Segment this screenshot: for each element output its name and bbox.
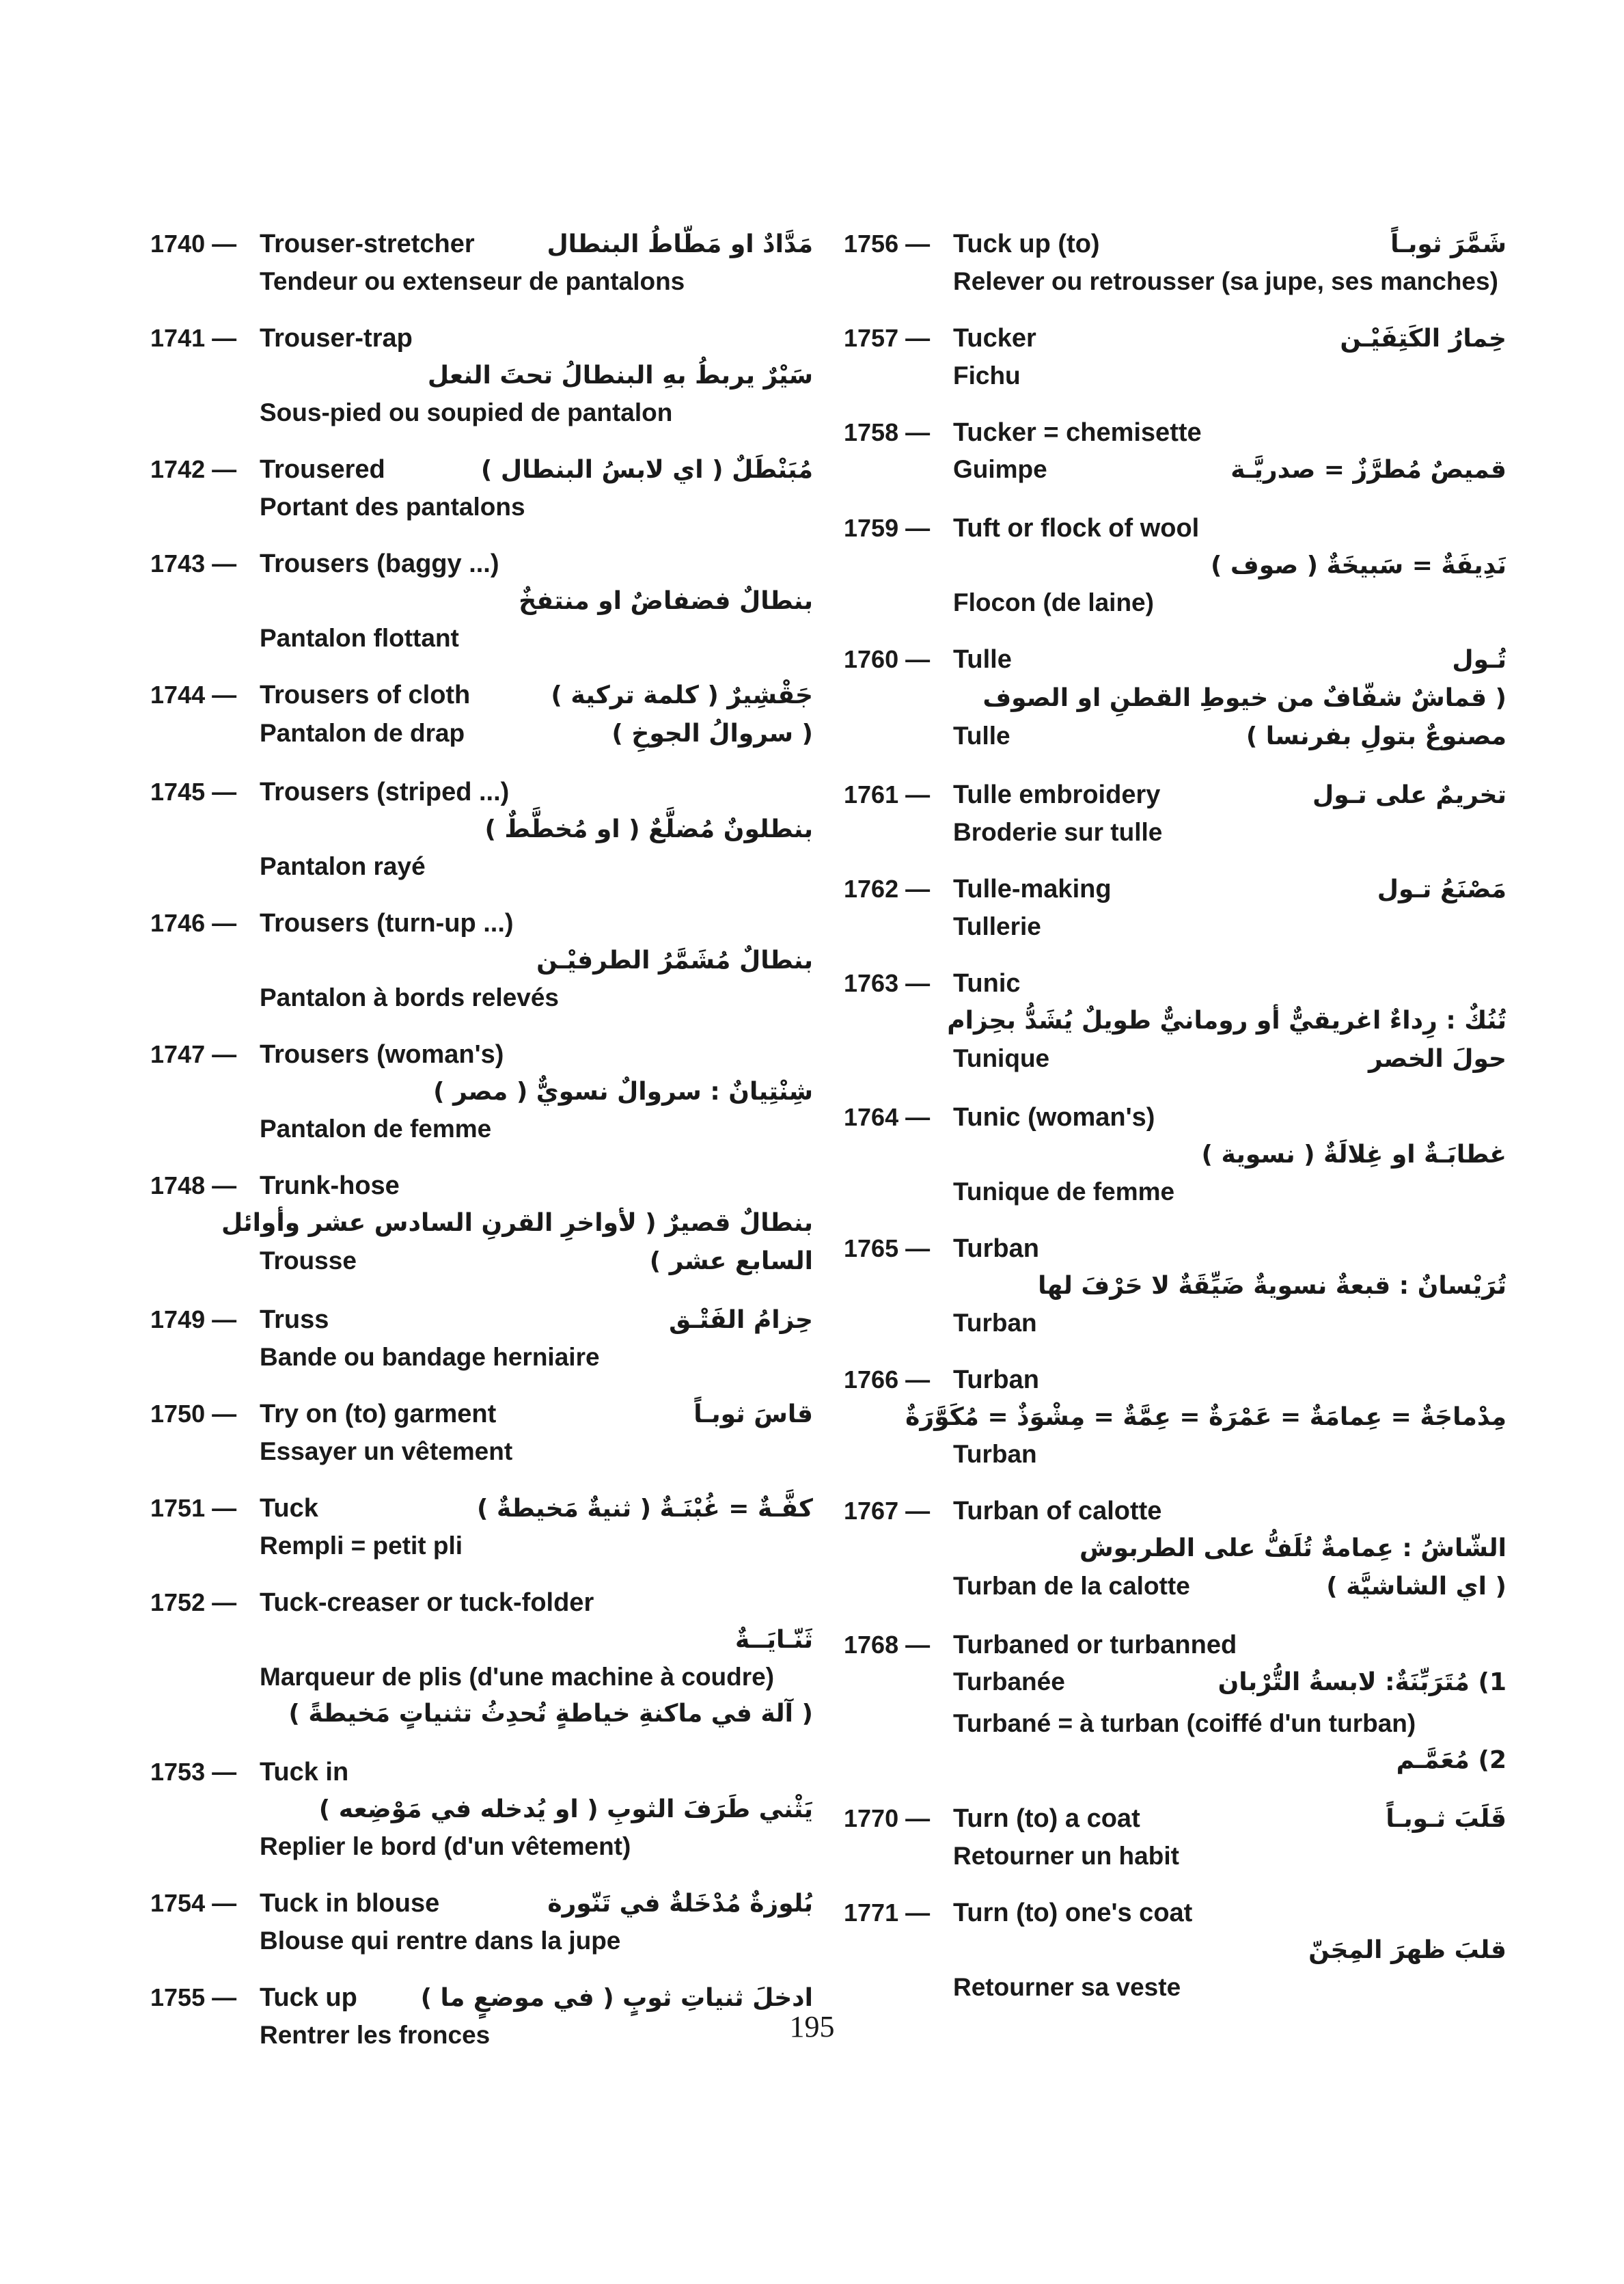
entry-1764 [844,1099,1506,1210]
french-term: Turban [953,1440,1037,1468]
english-term: Turbaned or turbanned [953,1631,1237,1659]
entry-number: 1745 — [150,778,237,806]
entry-1751 [150,1490,813,1564]
entry-number: 1740 — [150,230,237,258]
english-term: Trousers of cloth [260,681,471,709]
arabic-term: مَدَّادٌ او مَطّاطُ البنطال [547,230,813,258]
entry-1750 [150,1396,813,1469]
arabic-term: بنطالٌ فضفاضٌ او منتفخٌ [519,587,813,615]
entry-1753 [150,1754,813,1864]
entry-number: 1756 — [844,230,931,258]
french-term: Portant des pantalons [260,493,525,521]
english-term: Trouser-stretcher [260,230,475,258]
entry-1757 [844,320,1506,394]
french-term: Pantalon de femme [260,1115,492,1143]
arabic-term: حِزامُ الفَتْـق [669,1306,813,1334]
english-term: Trunk-hose [260,1171,400,1200]
english-term: Tuck [260,1494,318,1523]
french-term: Fichu [953,362,1021,390]
left-column [150,226,813,2074]
arabic-term: تُرَيْسانٌ : قبعةٌ نسويةٌ ضَيِّقَةٌ لا حَرْفَ لها [1038,1272,1506,1300]
arabic-term: بنطالٌ قصيرٌ ( لأواخرِ القرنِ السادس عشر وأوائل [221,1209,813,1237]
arabic-gloss: حولَ الخصر [1368,1045,1506,1073]
arabic-term: يَثْني طَرَفَ الثوبِ ( او يُدخله في مَوْضِعه ) [318,1795,813,1823]
entry-1747 [150,1036,813,1147]
arabic-term-2: 2) مُعَمَّـم [1396,1746,1506,1774]
entry-1768 [844,1627,1506,1780]
entry-number: 1757 — [844,324,931,352]
arabic-term: خِمارُ الكَتِفَيْـن [1340,325,1506,353]
french-term: Relever ou retrousser (sa jupe, ses manches) [953,267,1498,295]
french-term: Tunique [953,1044,1050,1072]
english-term: Tuck up [260,1983,357,2012]
entry-number: 1771 — [844,1899,931,1927]
entry-1766 [844,1361,1506,1472]
arabic-term: شَمَّرَ ثوبـاً [1390,230,1506,258]
french-term: Guimpe [953,455,1047,483]
english-term: Tuck up (to) [953,230,1100,258]
english-term: Turn (to) a coat [953,1804,1140,1833]
entry-number: 1741 — [150,324,237,352]
english-term: Tucker = chemisette [953,418,1202,447]
entry-number: 1753 — [150,1758,237,1786]
french-term-1: Turbanée [953,1668,1065,1696]
french-term: Tulle [953,722,1010,750]
english-term: Tuck in [260,1758,349,1786]
french-term: Flocon (de laine) [953,588,1154,616]
arabic-term: ثَنّـايَــةٌ [735,1626,813,1654]
french-term: Sous-pied ou soupied de pantalon [260,398,673,426]
entry-number: 1744 — [150,681,237,709]
arabic-term: شِنْتِيانٌ : سروالٌ نسويٌّ ( مصر ) [433,1078,813,1106]
entry-number: 1766 — [844,1365,931,1393]
entry-1749 [150,1301,813,1375]
english-term: Tulle embroidery [953,780,1161,809]
entry-number: 1749 — [150,1305,237,1333]
arabic-term: نَدِيفَةٌ = سَبيخَةٌ ( صوف ) [1210,552,1506,580]
english-term: Trouser-trap [260,324,413,353]
entry-number: 1762 — [844,875,931,903]
french-term: Retourner un habit [953,1842,1179,1870]
entry-number: 1755 — [150,1983,237,2011]
page-number: 195 [789,2010,835,2043]
english-term: Tulle [953,645,1012,674]
arabic-gloss: ( قماشٌ شفّافٌ من خيوطِ القطنِ او الصوف [982,684,1506,712]
french-term: Tullerie [953,912,1041,940]
french-term: Trousse [260,1247,357,1275]
french-term: Broderie sur tulle [953,818,1163,846]
entry-1760 [844,641,1506,756]
arabic-term: بنطلونٌ مُضلَّعٌ ( او مُخطَّطٌ ) [484,815,813,843]
entry-number: 1768 — [844,1631,931,1659]
arabic-term: قاسَ ثوبـاً [693,1400,813,1428]
entry-number: 1767 — [844,1497,931,1525]
french-term: Pantalon de drap [260,719,465,747]
english-term: Tuck-creaser or tuck-folder [260,1588,594,1617]
entry-1754 [150,1885,813,1959]
arabic-term: كفَّـةٌ = غُبْنَـةٌ ( ثنيةٌ مَخيطةٌ ) [477,1495,813,1523]
entry-1756 [844,226,1506,299]
arabic-term: الشّاشُ : عِمامةٌ تُلَفُّ على الطربوش [1079,1534,1506,1562]
english-term: Tuft or flock of wool [953,514,1200,543]
entry-number: 1746 — [150,909,237,937]
entry-number: 1742 — [150,455,237,483]
entry-1759 [844,510,1506,621]
entry-number: 1759 — [844,514,931,542]
french-term: Bande ou bandage herniaire [260,1343,600,1371]
arabic-gloss: ( آلة في ماكنةِ خياطةٍ تُحدِثُ تثنياتٍ مَخيطةً ) [288,1700,813,1728]
entry-number: 1752 — [150,1588,237,1616]
entry-1745 [150,774,813,884]
entry-number: 1763 — [844,969,931,997]
entry-number: 1747 — [150,1040,237,1068]
entry-1742 [150,451,813,525]
english-term: Trousers (turn-up ...) [260,909,514,938]
french-term: Tendeur ou extenseur de pantalons [260,267,685,295]
entry-number: 1760 — [844,645,931,673]
english-term: Tuck in blouse [260,1889,440,1918]
entry-1744 [150,677,813,753]
english-term: Turban of calotte [953,1497,1162,1525]
arabic-term: سَيْرٌ يربطُ بهِ البنطالُ تحتَ النعل [427,362,813,390]
entry-number: 1748 — [150,1171,237,1199]
arabic-term: غطابَـةٌ او غِلالَةٌ ( نسوية ) [1201,1141,1506,1169]
french-term: Retourner sa veste [953,1973,1181,2001]
arabic-term: قلبَ ظهرَ المِجَنّ [1308,1936,1506,1964]
entry-number: 1751 — [150,1494,237,1522]
french-term: Marqueur de plis (d'une machine à coudre) [260,1663,775,1691]
arabic-term: مِدْماجَةٌ = عِمامَةٌ = عَمْرَةٌ = عِمَّةٌ = مِشْوَذٌ = مُكَوَّرَةٌ [905,1403,1506,1431]
entry-1765 [844,1230,1506,1341]
french-term: Tunique de femme [953,1178,1175,1206]
arabic-term: بنطالٌ مُشَمَّرُ الطرفيْـن [536,947,813,975]
entry-number: 1770 — [844,1804,931,1832]
arabic-term: تُـول [1452,646,1506,674]
entry-number: 1754 — [150,1889,237,1917]
french-term: Pantalon rayé [260,852,426,880]
entry-1770 [844,1800,1506,1874]
entry-1761 [844,776,1506,850]
french-term: Blouse qui rentre dans la jupe [260,1927,621,1955]
entry-number: 1758 — [844,418,931,446]
entry-1758 [844,414,1506,489]
entry-1762 [844,871,1506,944]
english-term: Tucker [953,324,1036,353]
arabic-term: ادخلَ ثنياتِ ثوبٍ ( في موضعٍ ما ) [420,1984,813,2012]
entry-number: 1743 — [150,549,237,577]
french-term: Rentrer les fronces [260,2021,491,2049]
arabic-term: قَلَبَ ثـوبـاً [1386,1805,1506,1833]
french-term: Essayer un vêtement [260,1437,513,1465]
arabic-term: تخريمٌ على تـول [1312,781,1506,809]
entry-1743 [150,545,813,656]
arabic-term: مَصْنَعُ تـول [1377,875,1506,903]
entry-number: 1764 — [844,1103,931,1131]
arabic-term: بُلوزةٌ مُدْخَلةٌ في تَنّورة [547,1890,813,1918]
french-term: Pantalon à bords relevés [260,983,560,1011]
french-term: Turban de la calotte [953,1572,1190,1600]
entry-number: 1765 — [844,1234,931,1262]
english-term: Trousers (woman's) [260,1040,504,1069]
arabic-term: تُنُكٌ : رِداءٌ اغريقيٌّ أو رومانيٌّ طويلٌ يُشَدُّ بحِزام [947,1007,1506,1035]
english-term: Turban [953,1234,1039,1263]
arabic-term-1: 1) مُتَرَبِّنَةٌ: لابسةُ التُّرْبان [1217,1668,1506,1696]
entry-1740 [150,226,813,299]
entry-1763 [844,965,1506,1078]
english-term: Turn (to) one's coat [953,1899,1193,1927]
arabic-gloss: السابع عشر ) [649,1247,813,1275]
french-term: Turban [953,1309,1037,1337]
entry-1771 [844,1894,1506,2005]
entry-1767 [844,1493,1506,1606]
arabic-gloss-2: مصنوعٌ بتولِ بفرنسا ) [1245,722,1506,750]
french-term-2: Turbané = à turban (coiffé d'un turban) [953,1709,1416,1737]
arabic-term: قميصٌ مُطرَّزٌ = صدريَّـة [1230,456,1506,484]
english-term: Tunic [953,969,1021,998]
french-term: Rempli = petit pli [260,1532,463,1560]
entry-number: 1761 — [844,780,931,808]
entry-1752 [150,1584,813,1733]
arabic-term: جَقْشِيرٌ ( كلمة تركية ) [551,681,813,709]
arabic-gloss: ( اي الشاشيَّة ) [1326,1573,1506,1601]
french-term: Replier le bord (d'un vêtement) [260,1832,631,1860]
english-term: Tulle-making [953,875,1112,903]
french-term: Pantalon flottant [260,624,459,652]
english-term: Turban [953,1365,1039,1394]
entry-1748 [150,1167,813,1281]
english-term: Tunic (woman's) [953,1103,1155,1132]
english-term: Truss [260,1305,329,1334]
arabic-gloss: ( سروالُ الجوخِ ) [611,720,813,748]
entry-number: 1750 — [150,1400,237,1428]
english-term: Trousered [260,455,385,484]
entry-1741 [150,320,813,431]
right-column [844,226,1506,2026]
english-term: Try on (to) garment [260,1400,497,1428]
english-term: Trousers (baggy ...) [260,549,499,578]
entry-1746 [150,905,813,1016]
english-term: Trousers (striped ...) [260,778,510,806]
arabic-term: مُبَنْطَلٌ ( اي لابسُ البنطال ) [480,456,813,484]
